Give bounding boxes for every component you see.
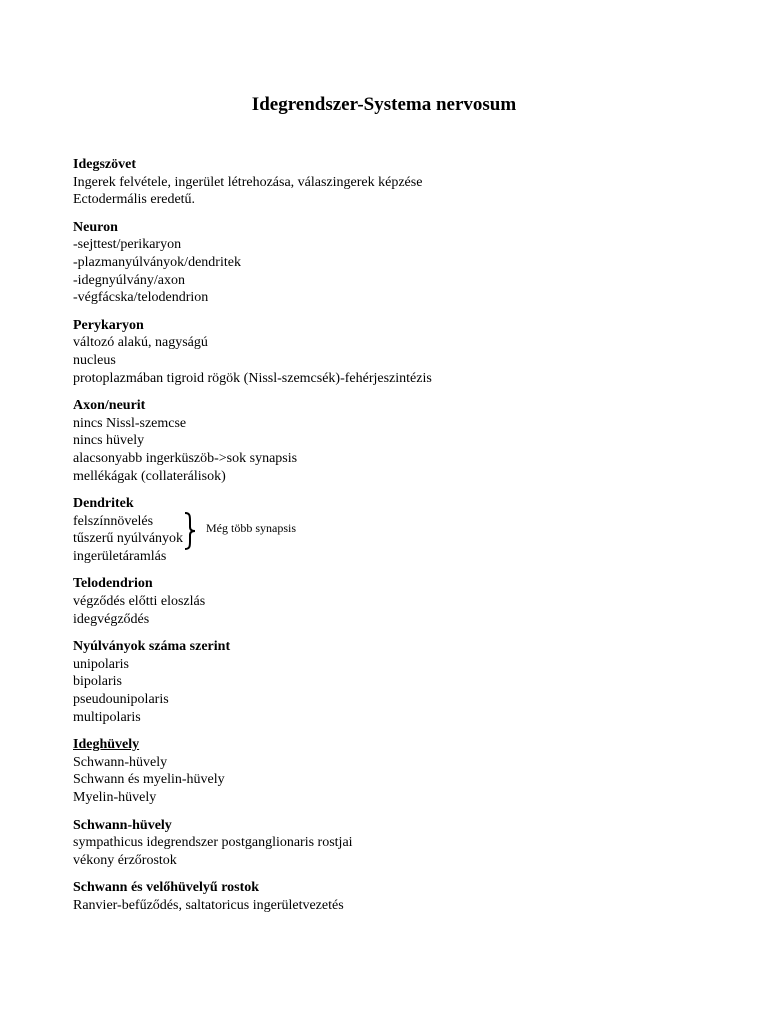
- text-line: -plazmanyúlványok/dendritek: [73, 254, 241, 270]
- page-title: Idegrendszer-Systema nervosum: [251, 94, 517, 115]
- brace-annotation: Még több synapsis: [206, 521, 296, 536]
- section-heading: Perykaryon: [73, 317, 144, 333]
- section-perykaryon: [73, 317, 713, 387]
- document-body: [73, 156, 713, 925]
- section-heading: Schwann és velőhüvelyű rostok: [73, 880, 260, 896]
- section-schwann-velohuvely: [73, 879, 713, 914]
- section-heading: Telodendrion: [73, 576, 153, 592]
- section-heading: Dendritek: [73, 496, 134, 512]
- section-heading: Neuron: [73, 219, 118, 235]
- section-telodendrion: [73, 575, 713, 628]
- section-heading: Ideghüvely: [73, 737, 140, 753]
- section-dendritek: [73, 495, 713, 565]
- text-line: ingerületáramlás: [73, 548, 167, 564]
- text-line: nincs Nissl-szemcse: [73, 415, 187, 431]
- section-heading: Axon/neurit: [73, 398, 146, 414]
- text-line: bipolaris: [73, 674, 122, 690]
- text-line: Schwann-hüvely: [73, 754, 168, 770]
- text-line: -sejttest/perikaryon: [73, 237, 182, 253]
- text-line: -végfácska/telodendrion: [73, 290, 209, 306]
- section-heading: Schwann-hüvely: [73, 817, 172, 833]
- text-line: felszínnövelés: [73, 513, 154, 529]
- text-line: Ectodermális eredetű.: [73, 192, 196, 208]
- section-heading: Idegszövet: [73, 157, 136, 172]
- text-line: idegvégződés: [73, 611, 150, 627]
- text-line: protoplazmában tigroid rögök (Nissl-szemcsék)-fehérjeszintézis: [73, 370, 432, 386]
- section-axon: [73, 397, 713, 485]
- text-line: tűszerű nyúlványok: [73, 531, 184, 547]
- text-line: Myelin-hüvely: [73, 790, 157, 805]
- text-line: nincs hüvely: [73, 433, 145, 449]
- text-line: vékony érzőrostok: [73, 852, 177, 868]
- section-nyulvanyok: [73, 638, 713, 726]
- text-line: Schwann és myelin-hüvely: [73, 772, 225, 788]
- text-line: alacsonyabb ingerküszöb->sok synapsis: [73, 450, 298, 466]
- text-line: pseudounipolaris: [73, 692, 169, 708]
- text-line: unipolaris: [73, 656, 129, 672]
- text-line: nucleus: [73, 352, 116, 368]
- text-line: változó alakú, nagyságú: [73, 335, 208, 351]
- section-neuron: [73, 219, 713, 307]
- text-line: sympathicus idegrendszer postganglionaris rostjai: [73, 835, 353, 851]
- text-line: multipolaris: [73, 709, 141, 725]
- text-line: végződés előtti eloszlás: [73, 594, 206, 610]
- text-line: -idegnyúlvány/axon: [73, 272, 185, 288]
- text-line: Ingerek felvétele, ingerület létrehozása, válaszingerek képzése: [73, 174, 423, 190]
- curly-brace-icon: [183, 512, 197, 550]
- section-ideghuvely: [73, 736, 713, 806]
- text-line: Ranvier-befűződés, saltatoricus ingerületvezetés: [73, 897, 344, 913]
- section-schwann-huvely: [73, 817, 713, 870]
- section-idegszovet: [73, 156, 713, 209]
- text-line: mellékágak (collaterálisok): [73, 468, 226, 484]
- section-heading: Nyúlványok száma szerint: [73, 639, 231, 655]
